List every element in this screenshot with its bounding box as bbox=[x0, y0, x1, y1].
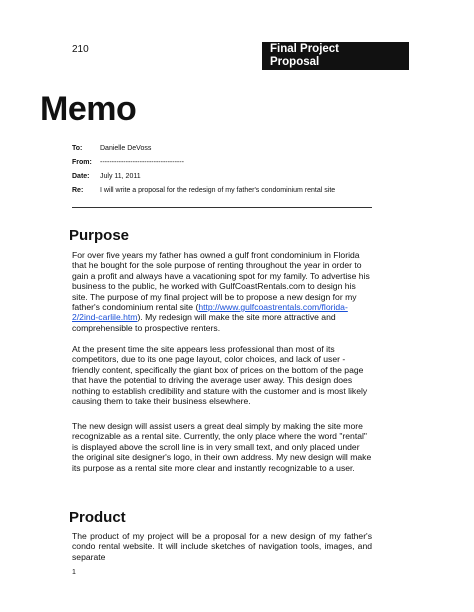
site-link[interactable]: http://www.gulfcoastrentals.com/florida-2/2ind-carlile.htm bbox=[72, 302, 348, 323]
from-value: ------------------------------------ bbox=[100, 159, 184, 166]
page-number: 1 bbox=[72, 569, 76, 576]
date-label: Date: bbox=[72, 173, 90, 180]
banner-line-2: Proposal bbox=[270, 55, 320, 68]
banner-line-1: Final Project bbox=[270, 43, 340, 55]
header-divider bbox=[72, 207, 372, 208]
document-code: 210 bbox=[72, 44, 89, 55]
to-label: To: bbox=[72, 145, 83, 152]
re-label: Re: bbox=[72, 187, 84, 194]
purpose-p1-text-after: ). My redesign will make the site more attractive and comprehensible to prospective renters. bbox=[72, 312, 336, 333]
purpose-paragraph-1 bbox=[72, 250, 372, 333]
memo-heading: Memo bbox=[40, 90, 137, 128]
product-heading: Product bbox=[69, 509, 126, 526]
title-banner bbox=[262, 42, 409, 70]
product-paragraph-1: The product of my project will be a proposal for a new design of my father's condo rental website. It will include sketches of navigation tools, images, and separate bbox=[72, 531, 372, 562]
re-value: I will write a proposal for the redesign of my father's condominium rental site bbox=[100, 187, 336, 194]
date-value: July 11, 2011 bbox=[100, 173, 141, 180]
purpose-p1-text-before: For over five years my father has owned a gulf front condominium in Florida that he bought for the sole purpose of renting throughout the year in order to gain a profit and always have a vacationing spot for my family. To advertise his business to the public, he worked with GulfCoastRentals.com to design his site. The purpose of my final project will be to propose a new design for my father's condominium rental site ( bbox=[72, 250, 370, 313]
from-label: From: bbox=[72, 159, 92, 166]
purpose-paragraph-3: The new design will assist users a great deal simply by making the site more recognizable as a rental site. Currently, the only place where the word "rental" is displayed above the scroll line is in very small text, and only placed under the original site designer's logo, in their own address. My new design will make its purpose as a rental site more clear and instantly recognizable to a user. bbox=[72, 421, 372, 473]
to-value: Danielle DeVoss bbox=[100, 145, 152, 152]
purpose-paragraph-2: At the present time the site appears less professional than most of its competitors, due to its one page layout, color choices, and lack of user - friendly content, specifically the giant box of prices on the bottom of the page that have the potential to driving the average user away. This design does nothing to establish credibility and stature with the customer and is most likely causing them to take their business elsewhere. bbox=[72, 344, 368, 407]
purpose-heading: Purpose bbox=[69, 227, 130, 244]
